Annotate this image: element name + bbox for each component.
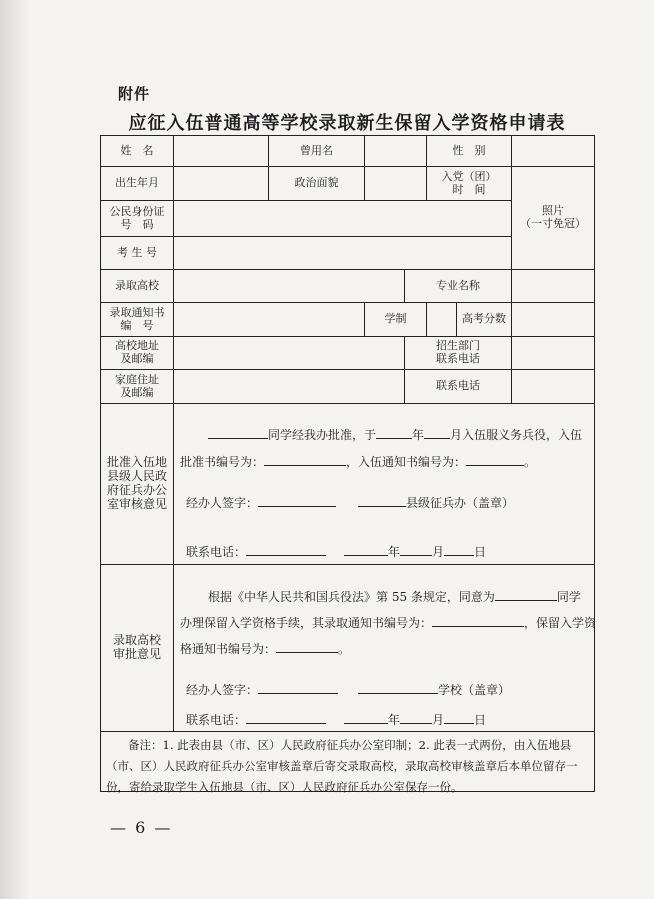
college-seal-blank[interactable]	[358, 681, 438, 694]
college-line-1: 根据《中华人民共和国兵役法》第 55 条规定，同意为 同学	[208, 590, 581, 604]
college-phone-blank[interactable]	[246, 711, 326, 724]
row-college-address	[101, 337, 595, 370]
major-label: 专业名称	[405, 270, 512, 303]
county-phone-blank[interactable]	[246, 543, 326, 556]
county-opinion-label	[101, 404, 174, 565]
exam-number-label: 考 生 号	[101, 237, 174, 270]
photo-box[interactable]	[512, 167, 595, 270]
admission-notice-label-line1: 录取通知书	[109, 305, 165, 319]
college-date-year-blank[interactable]	[344, 711, 388, 724]
admissions-phone-label-line2: 联系电话	[436, 352, 480, 365]
id-number-label-line1: 公民身份证	[109, 204, 165, 218]
county-line-4: 联系电话： 年 月 日	[186, 545, 487, 559]
form-title: 应征入伍普通高等学校录取新生保留入学资格申请表	[128, 113, 566, 134]
party-join-label	[427, 167, 512, 201]
birth-date-field[interactable]	[174, 167, 269, 201]
county-student-name-blank[interactable]	[208, 426, 268, 439]
college-address-label	[101, 337, 174, 370]
political-status-label: 政治面貌	[269, 167, 365, 201]
home-address-label	[101, 370, 174, 404]
attachment-label: 附件	[118, 85, 151, 103]
county-year-blank[interactable]	[376, 426, 412, 439]
id-number-field[interactable]	[174, 201, 512, 237]
photo-size-label: （一寸免冠）	[520, 217, 586, 230]
school-system-label: 学制	[365, 303, 427, 337]
college-line-5: 联系电话： 年 月 日	[186, 713, 487, 727]
admission-notice-label	[101, 303, 174, 337]
row-college	[101, 270, 595, 303]
college-signer-blank[interactable]	[258, 681, 338, 694]
college-admission-number-blank[interactable]	[432, 614, 524, 627]
college-student-name-blank[interactable]	[495, 588, 557, 601]
former-name-field[interactable]	[365, 136, 427, 167]
id-number-label-line2: 号 码	[120, 217, 154, 231]
admissions-phone-label	[405, 337, 512, 370]
college-line-3: 格通知书编号为： 。	[180, 642, 351, 656]
row-admission-notice	[101, 303, 595, 337]
row-name	[101, 136, 595, 167]
county-line-1: 同学经我办批准，于 年 月入伍服义务兵役，入伍	[208, 426, 582, 443]
party-join-label-line1: 入党（团）	[441, 169, 497, 183]
contact-phone-label: 联系电话	[405, 370, 512, 404]
former-name-label: 曾用名	[269, 136, 365, 167]
college-address-label-line2: 及邮编	[120, 352, 154, 365]
exam-score-label: 高考分数	[457, 303, 512, 337]
college-opinion-line2: 审批意见	[112, 647, 161, 661]
row-birth	[101, 167, 595, 201]
page-fold-shadow	[0, 0, 30, 899]
county-seal-blank[interactable]	[358, 494, 406, 507]
birth-date-label: 出生年月	[101, 167, 174, 201]
college-address-field[interactable]	[174, 337, 405, 370]
contact-phone-field[interactable]	[512, 370, 595, 404]
college-opinion-line1: 录取高校	[112, 633, 161, 648]
gender-field[interactable]	[512, 136, 595, 167]
major-field[interactable]	[512, 270, 595, 303]
exam-score-field[interactable]	[512, 303, 595, 337]
admissions-phone-label-line1: 招生部门	[436, 339, 480, 353]
college-line-4: 经办人签字： 学校（盖章）	[186, 683, 511, 697]
name-label: 姓 名	[101, 136, 174, 167]
college-opinion-label	[101, 565, 174, 732]
college-line-2: 办理保留入学资格手续，其录取通知书编号为： ，保留入学资	[180, 616, 597, 630]
county-signer-blank[interactable]	[258, 494, 336, 507]
exam-number-field[interactable]	[174, 237, 512, 270]
college-address-label-line1: 高校地址	[115, 339, 159, 353]
county-opinion-line2: 县级人民政	[106, 469, 167, 484]
id-number-label	[101, 201, 174, 237]
county-date-day-blank[interactable]	[444, 543, 474, 556]
school-system-field[interactable]	[427, 303, 457, 337]
county-month-blank[interactable]	[424, 426, 450, 439]
page-number: — 6 —	[110, 818, 173, 837]
admissions-phone-field[interactable]	[512, 337, 595, 370]
county-opinion-line3: 府征兵办公	[106, 483, 167, 497]
college-date-month-blank[interactable]	[400, 711, 432, 724]
name-field[interactable]	[174, 136, 269, 167]
enlistment-number-blank[interactable]	[466, 453, 524, 466]
reserve-notice-number-blank[interactable]	[276, 640, 338, 653]
college-field[interactable]	[174, 270, 405, 303]
college-date-day-blank[interactable]	[444, 711, 474, 724]
college-label: 录取高校	[101, 270, 174, 303]
photo-label: 照片	[542, 204, 564, 218]
county-line-2: 批准书编号为： ，入伍通知书编号为： 。	[180, 455, 537, 469]
county-line-3: 经办人签字： 县级征兵办（盖章）	[186, 496, 515, 510]
admission-notice-label-line2: 编 号	[120, 318, 154, 332]
home-address-field[interactable]	[174, 370, 405, 404]
row-home-address	[101, 370, 595, 404]
home-address-label-line2: 及邮编	[120, 385, 154, 399]
county-opinion-line1: 批准入伍地	[106, 455, 167, 470]
gender-label: 性 别	[427, 136, 512, 167]
county-date-month-blank[interactable]	[400, 543, 432, 556]
county-date-year-blank[interactable]	[344, 543, 388, 556]
political-status-field[interactable]	[365, 167, 427, 201]
party-join-label-line2: 时 间	[452, 182, 486, 196]
form-note: 备注：1. 此表由县（市、区）人民政府征兵办公室印制；2. 此表一式两份，由入伍地县（市、区）人民政府征兵办公室审核盖章后寄交录取高校，录取高校审核盖章后本单位留存一份，寄给录取学生入伍地县（市、区）人民政府征兵办公室保存一份。	[106, 738, 578, 794]
approval-number-blank[interactable]	[264, 453, 346, 466]
admission-notice-field[interactable]	[174, 303, 365, 337]
home-address-label-line1: 家庭住址	[115, 372, 159, 386]
county-opinion-line4: 室审核意见	[106, 496, 167, 511]
